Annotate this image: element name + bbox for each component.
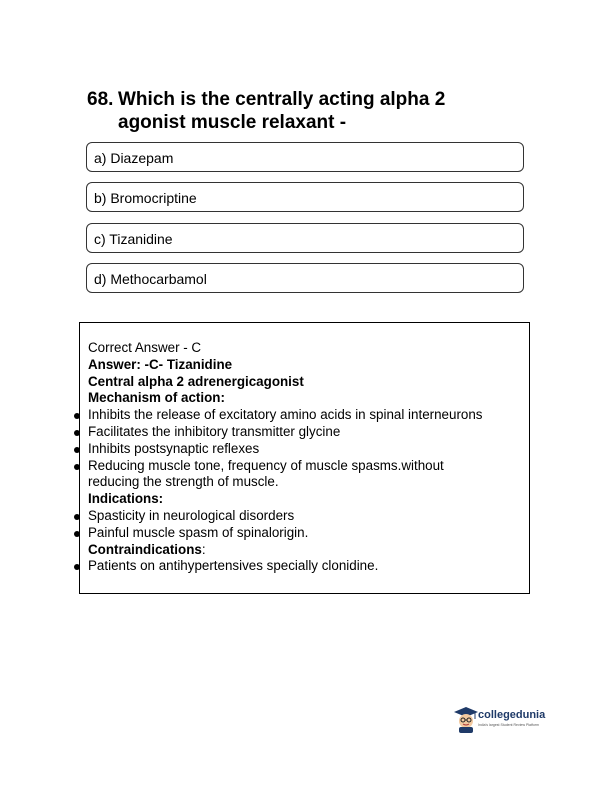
bullet-icon (74, 564, 80, 570)
mechanism-point-text: Inhibits postsynaptic reflexes (88, 440, 260, 456)
option-a-label: a) Diazepam (94, 150, 174, 166)
correct-answer-line: Correct Answer - C (88, 340, 202, 355)
bullet-icon (74, 464, 80, 470)
contraindications-heading-line (88, 542, 528, 559)
indication-point-text: Spasticity in neurological disorders (88, 507, 295, 523)
option-a[interactable] (86, 142, 524, 172)
logo-name: collegedunia (478, 709, 546, 721)
option-d-label: d) Methocarbamol (94, 271, 207, 287)
option-c-label: c) Tizanidine (94, 231, 173, 247)
option-b-label: b) Bromocriptine (94, 190, 197, 206)
contraindication-point (88, 558, 528, 575)
indication-point (88, 525, 528, 542)
contraindication-point-text: Patients on antihypertensives specially clonidine. (88, 558, 379, 574)
question (87, 88, 507, 134)
option-d[interactable] (86, 263, 524, 293)
mechanism-point (88, 441, 528, 458)
indication-point-text: Painful muscle spasm of spinalorigin. (88, 524, 309, 540)
option-c[interactable] (86, 223, 524, 253)
mechanism-point-text: Inhibits the release of excitatory amino acids in spinal interneurons (88, 407, 483, 423)
mechanism-point (88, 407, 528, 424)
mechanism-point-text: Facilitates the inhibitory transmitter glycine (88, 423, 341, 439)
answer-line: Answer: -C- Tizanidine (88, 356, 233, 372)
indication-point (88, 508, 528, 525)
question-text: Which is the centrally acting alpha 2 agonist muscle relaxant - (118, 89, 446, 133)
mechanism-heading: Mechanism of action: (88, 390, 225, 406)
collegedunia-logo (453, 706, 568, 736)
question-number: 68. (87, 89, 114, 110)
mechanism-point-text: Reducing muscle tone, frequency of muscle spasms.without reducing the strength of muscle. (88, 457, 444, 490)
bullet-icon (74, 531, 80, 537)
bullet-icon (74, 413, 80, 419)
answer-body (88, 340, 528, 575)
bullet-icon (74, 514, 80, 520)
contraindications-colon: : (201, 541, 206, 557)
mechanism-point (88, 458, 528, 492)
contraindications-heading: Contraindications (88, 541, 202, 557)
option-b[interactable] (86, 182, 524, 212)
mechanism-point (88, 424, 528, 441)
drug-class-line: Central alpha 2 adrenergicagonist (88, 373, 304, 389)
logo-tagline: India's largest Student Review Platform (478, 723, 539, 727)
bullet-icon (74, 447, 80, 453)
answer-box (79, 322, 530, 594)
graduate-mascot-icon (453, 706, 479, 734)
bullet-icon (74, 430, 80, 436)
indications-heading: Indications: (88, 491, 164, 507)
